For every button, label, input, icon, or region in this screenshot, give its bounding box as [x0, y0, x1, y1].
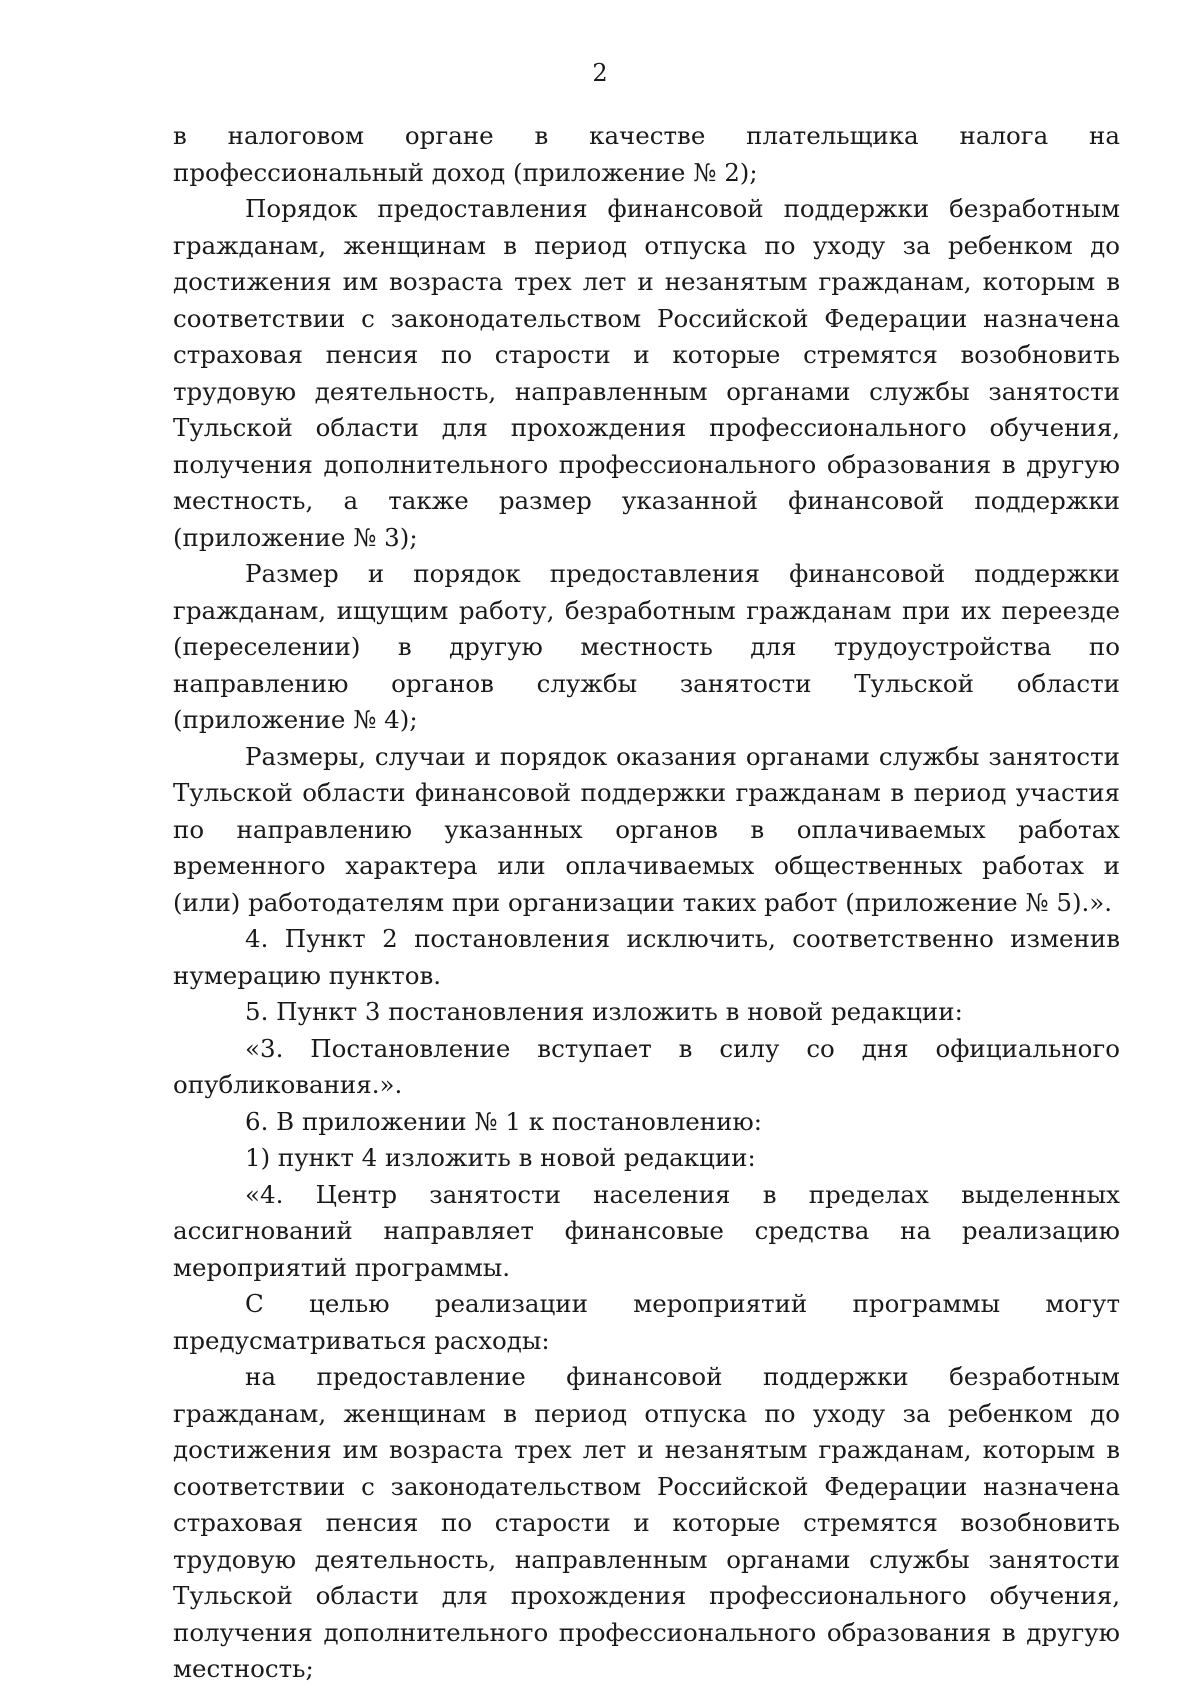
paragraph: на предоставление финансовой поддержки безработным гражданам, женщинам в период отпуска по уходу за ребенком до достижения им возраста трех лет и незанятым гражданам, которым в соответствии с законодательством Российской Федерации назначена страховая пенсия по старости и которые стремятся возобновить трудовую деятельность, направленным органами службы занятости Тульской области для прохождения профессионального обучения, получения дополнительного профессионального образования в другую местность; — [173, 1362, 1120, 1683]
document-body — [173, 118, 1120, 1688]
page-number: 2 — [592, 59, 608, 87]
paragraph: Размеры, случаи и порядок оказания органами службы занятости Тульской области финансовой поддержки гражданам в период участия по направлению указанных органов в оплачиваемых работах временного характера или оплачиваемых общественных работах и (или) работодателям при организации таких работ (приложение № 5).». — [173, 741, 1120, 917]
paragraph: «4. Центр занятости населения в пределах выделенных ассигнований направляет финансовые средства на реализацию мероприятий программы. — [173, 1179, 1120, 1282]
paragraph: Порядок предоставления финансовой поддержки безработным гражданам, женщинам в период отпуска по уходу за ребенком до достижения им возраста трех лет и незанятым гражданам, которым в соответствии с законодательством Российской Федерации назначена страховая пенсия по старости и которые стремятся возобновить трудовую деятельность, направленным органами службы занятости Тульской области для прохождения профессионального обучения, получения дополнительного профессионального образования в другую местность, а также размер указанной финансовой поддержки (приложение № 3); — [173, 194, 1120, 552]
paragraph: 6. В приложении № 1 к постановлению: — [245, 1106, 763, 1136]
paragraph: 1) пункт 4 изложить в новой редакции: — [245, 1143, 756, 1172]
paragraph: 4. Пункт 2 постановления исключить, соответственно изменив нумерацию пунктов. — [173, 924, 1120, 990]
paragraph: 5. Пункт 3 постановления изложить в новой редакции: — [245, 997, 963, 1026]
paragraph: в налоговом органе в качестве плательщика налога на профессиональный доход (приложение № 2); — [173, 121, 1120, 187]
paragraph: «3. Постановление вступает в силу со дня официального опубликования.». — [173, 1033, 1120, 1099]
paragraph: С целью реализации мероприятий программы могут предусматриваться расходы: — [173, 1289, 1120, 1355]
paragraph: Размер и порядок предоставления финансовой поддержки гражданам, ищущим работу, безработным гражданам при их переезде (переселении) в другую местность для трудоустройства по направлению органов службы занятости Тульской области (приложение № 4); — [173, 559, 1120, 734]
